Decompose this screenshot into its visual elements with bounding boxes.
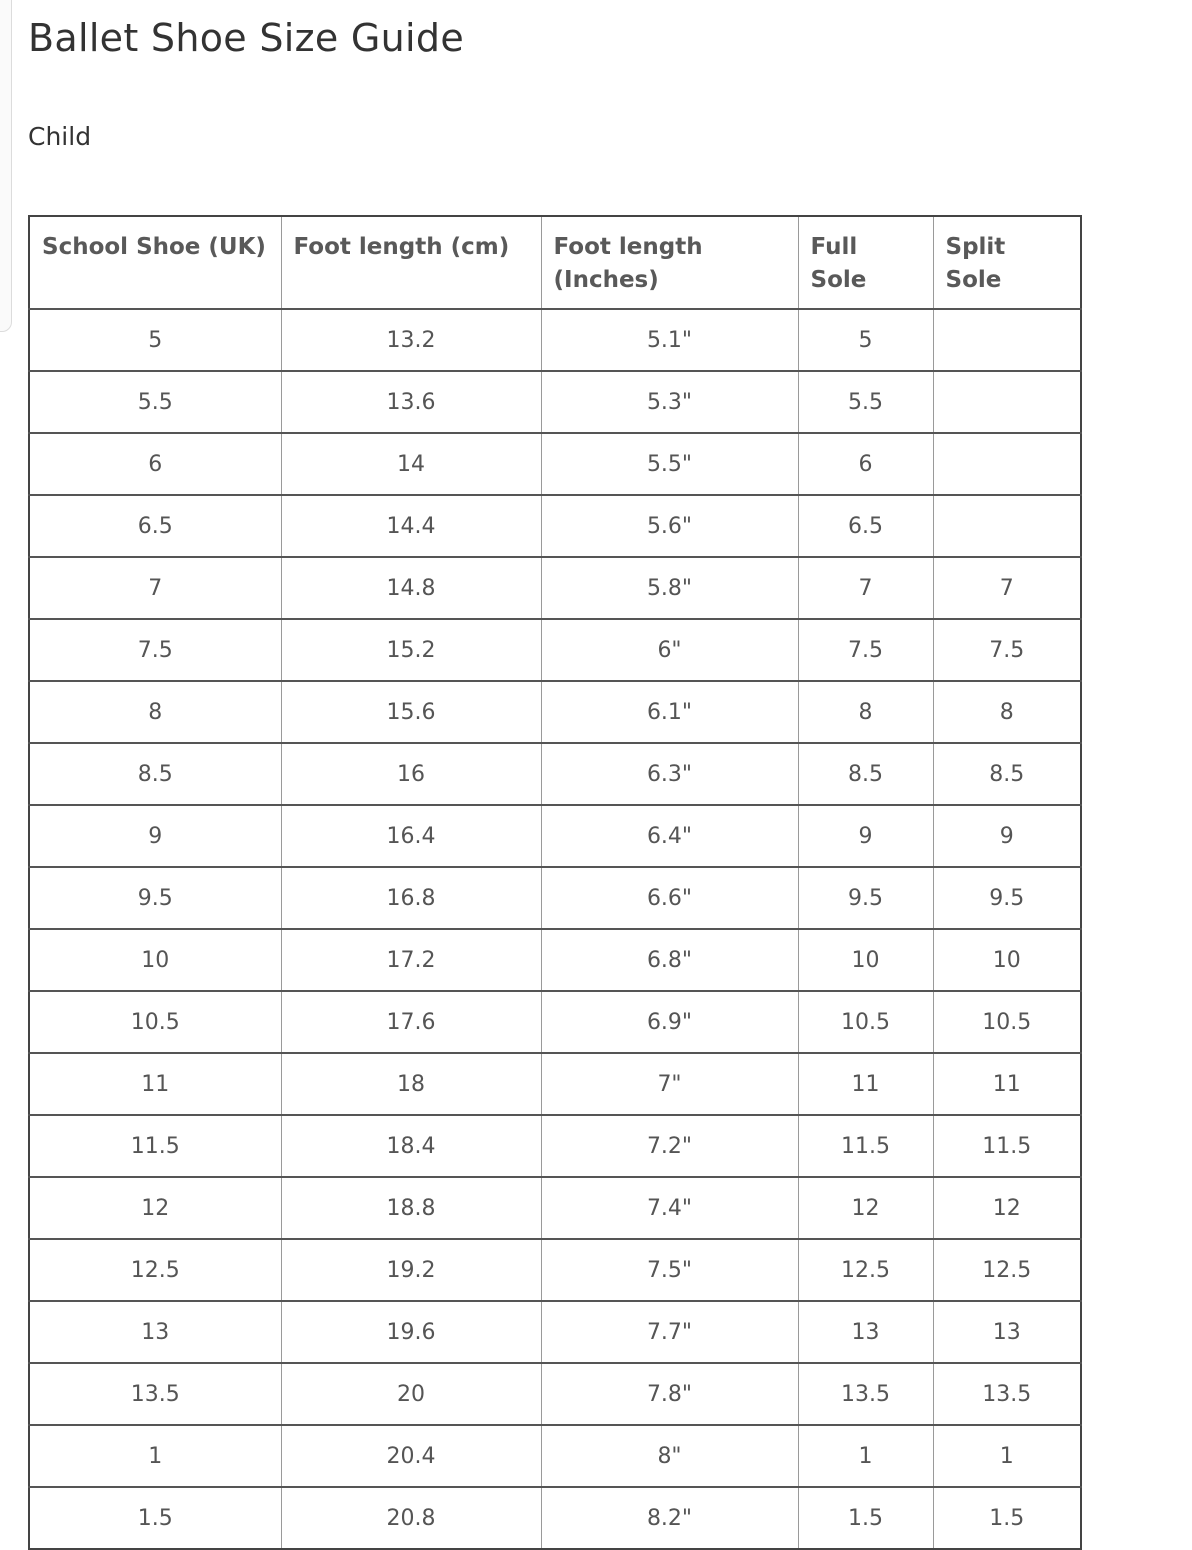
cell-foot-length-cm: 14.8 [281, 557, 541, 619]
cell-foot-length-cm: 14 [281, 433, 541, 495]
cell-school-shoe: 5.5 [29, 371, 281, 433]
cell-school-shoe: 12.5 [29, 1239, 281, 1301]
cell-school-shoe: 6.5 [29, 495, 281, 557]
cell-foot-length-cm: 16.8 [281, 867, 541, 929]
cell-foot-length-inches: 6.6" [541, 867, 798, 929]
cell-school-shoe: 5 [29, 309, 281, 371]
cell-school-shoe: 1.5 [29, 1487, 281, 1549]
cell-full-sole: 9 [798, 805, 933, 867]
cell-split-sole [933, 309, 1081, 371]
cell-split-sole: 1 [933, 1425, 1081, 1487]
cell-foot-length-inches: 5.6" [541, 495, 798, 557]
table-row [29, 495, 1081, 557]
cell-foot-length-inches: 6.4" [541, 805, 798, 867]
cell-split-sole [933, 495, 1081, 557]
cell-full-sole: 7 [798, 557, 933, 619]
cell-foot-length-inches: 7.7" [541, 1301, 798, 1363]
header-foot-length-cm: Foot length (cm) [281, 216, 541, 309]
cell-split-sole: 13 [933, 1301, 1081, 1363]
header-school-shoe: School Shoe (UK) [29, 216, 281, 309]
cell-foot-length-cm: 13.6 [281, 371, 541, 433]
cell-split-sole: 7 [933, 557, 1081, 619]
header-split-sole: Split Sole [933, 216, 1081, 309]
cell-split-sole [933, 433, 1081, 495]
cell-full-sole: 6.5 [798, 495, 933, 557]
cell-full-sole: 5.5 [798, 371, 933, 433]
cell-school-shoe: 10.5 [29, 991, 281, 1053]
cell-foot-length-inches: 6.1" [541, 681, 798, 743]
cell-full-sole: 5 [798, 309, 933, 371]
table-row [29, 991, 1081, 1053]
table-row [29, 371, 1081, 433]
table-row [29, 1301, 1081, 1363]
cell-full-sole: 8.5 [798, 743, 933, 805]
table-row [29, 1487, 1081, 1549]
cell-foot-length-cm: 18.4 [281, 1115, 541, 1177]
cell-foot-length-cm: 13.2 [281, 309, 541, 371]
table-row [29, 805, 1081, 867]
table-row [29, 557, 1081, 619]
cell-full-sole: 1.5 [798, 1487, 933, 1549]
cell-foot-length-cm: 17.2 [281, 929, 541, 991]
cell-full-sole: 8 [798, 681, 933, 743]
cell-full-sole: 10 [798, 929, 933, 991]
cell-split-sole: 9.5 [933, 867, 1081, 929]
cell-split-sole [933, 371, 1081, 433]
cell-foot-length-inches: 5.8" [541, 557, 798, 619]
cell-foot-length-cm: 20 [281, 1363, 541, 1425]
cell-school-shoe: 8 [29, 681, 281, 743]
cell-foot-length-cm: 20.8 [281, 1487, 541, 1549]
cell-split-sole: 11 [933, 1053, 1081, 1115]
cell-school-shoe: 6 [29, 433, 281, 495]
cell-foot-length-inches: 6.3" [541, 743, 798, 805]
cell-foot-length-inches: 6.8" [541, 929, 798, 991]
cell-school-shoe: 9 [29, 805, 281, 867]
page-title: Ballet Shoe Size Guide [28, 16, 465, 60]
cell-school-shoe: 9.5 [29, 867, 281, 929]
cell-foot-length-inches: 6.9" [541, 991, 798, 1053]
table-row [29, 619, 1081, 681]
cell-foot-length-inches: 5.3" [541, 371, 798, 433]
cell-full-sole: 10.5 [798, 991, 933, 1053]
cell-full-sole: 12.5 [798, 1239, 933, 1301]
cell-split-sole: 8.5 [933, 743, 1081, 805]
cell-split-sole: 13.5 [933, 1363, 1081, 1425]
cell-split-sole: 10 [933, 929, 1081, 991]
table-body [29, 309, 1081, 1549]
cell-foot-length-inches: 8.2" [541, 1487, 798, 1549]
cell-split-sole: 12 [933, 1177, 1081, 1239]
cell-foot-length-cm: 15.2 [281, 619, 541, 681]
cell-full-sole: 11 [798, 1053, 933, 1115]
cell-split-sole: 9 [933, 805, 1081, 867]
section-subtitle: Child [28, 122, 92, 151]
table-row [29, 681, 1081, 743]
table-row [29, 1425, 1081, 1487]
cell-foot-length-cm: 19.6 [281, 1301, 541, 1363]
cell-split-sole: 11.5 [933, 1115, 1081, 1177]
cell-foot-length-inches: 8" [541, 1425, 798, 1487]
table-row [29, 743, 1081, 805]
cell-foot-length-cm: 15.6 [281, 681, 541, 743]
cell-foot-length-cm: 18.8 [281, 1177, 541, 1239]
cell-school-shoe: 11 [29, 1053, 281, 1115]
cell-school-shoe: 8.5 [29, 743, 281, 805]
cell-full-sole: 11.5 [798, 1115, 933, 1177]
cell-school-shoe: 11.5 [29, 1115, 281, 1177]
cell-foot-length-inches: 7" [541, 1053, 798, 1115]
cell-school-shoe: 12 [29, 1177, 281, 1239]
cell-full-sole: 9.5 [798, 867, 933, 929]
cell-foot-length-cm: 17.6 [281, 991, 541, 1053]
cell-full-sole: 6 [798, 433, 933, 495]
cell-full-sole: 13 [798, 1301, 933, 1363]
cell-school-shoe: 10 [29, 929, 281, 991]
table-row [29, 929, 1081, 991]
table-row [29, 1177, 1081, 1239]
cell-full-sole: 1 [798, 1425, 933, 1487]
header-foot-length-inches: Foot length (Inches) [541, 216, 798, 309]
cell-full-sole: 13.5 [798, 1363, 933, 1425]
cell-foot-length-inches: 7.5" [541, 1239, 798, 1301]
cell-foot-length-cm: 14.4 [281, 495, 541, 557]
cell-full-sole: 7.5 [798, 619, 933, 681]
cell-foot-length-cm: 16 [281, 743, 541, 805]
header-full-sole: Full Sole [798, 216, 933, 309]
cell-foot-length-inches: 7.8" [541, 1363, 798, 1425]
table-row [29, 867, 1081, 929]
cell-foot-length-cm: 18 [281, 1053, 541, 1115]
cell-foot-length-inches: 7.4" [541, 1177, 798, 1239]
table-row [29, 1053, 1081, 1115]
cell-school-shoe: 1 [29, 1425, 281, 1487]
table-row [29, 1115, 1081, 1177]
size-guide-table [28, 215, 1082, 1550]
sidebar-edge [0, 0, 12, 332]
cell-school-shoe: 7.5 [29, 619, 281, 681]
cell-foot-length-inches: 5.1" [541, 309, 798, 371]
cell-school-shoe: 7 [29, 557, 281, 619]
cell-foot-length-inches: 5.5" [541, 433, 798, 495]
table-row [29, 309, 1081, 371]
cell-split-sole: 10.5 [933, 991, 1081, 1053]
cell-split-sole: 1.5 [933, 1487, 1081, 1549]
cell-split-sole: 8 [933, 681, 1081, 743]
cell-foot-length-cm: 20.4 [281, 1425, 541, 1487]
cell-school-shoe: 13 [29, 1301, 281, 1363]
cell-foot-length-inches: 7.2" [541, 1115, 798, 1177]
cell-split-sole: 7.5 [933, 619, 1081, 681]
cell-foot-length-cm: 16.4 [281, 805, 541, 867]
table-row [29, 1363, 1081, 1425]
cell-foot-length-inches: 6" [541, 619, 798, 681]
cell-full-sole: 12 [798, 1177, 933, 1239]
cell-split-sole: 12.5 [933, 1239, 1081, 1301]
cell-foot-length-cm: 19.2 [281, 1239, 541, 1301]
table-row [29, 1239, 1081, 1301]
table-row [29, 433, 1081, 495]
cell-school-shoe: 13.5 [29, 1363, 281, 1425]
table-header-row [29, 216, 1081, 309]
